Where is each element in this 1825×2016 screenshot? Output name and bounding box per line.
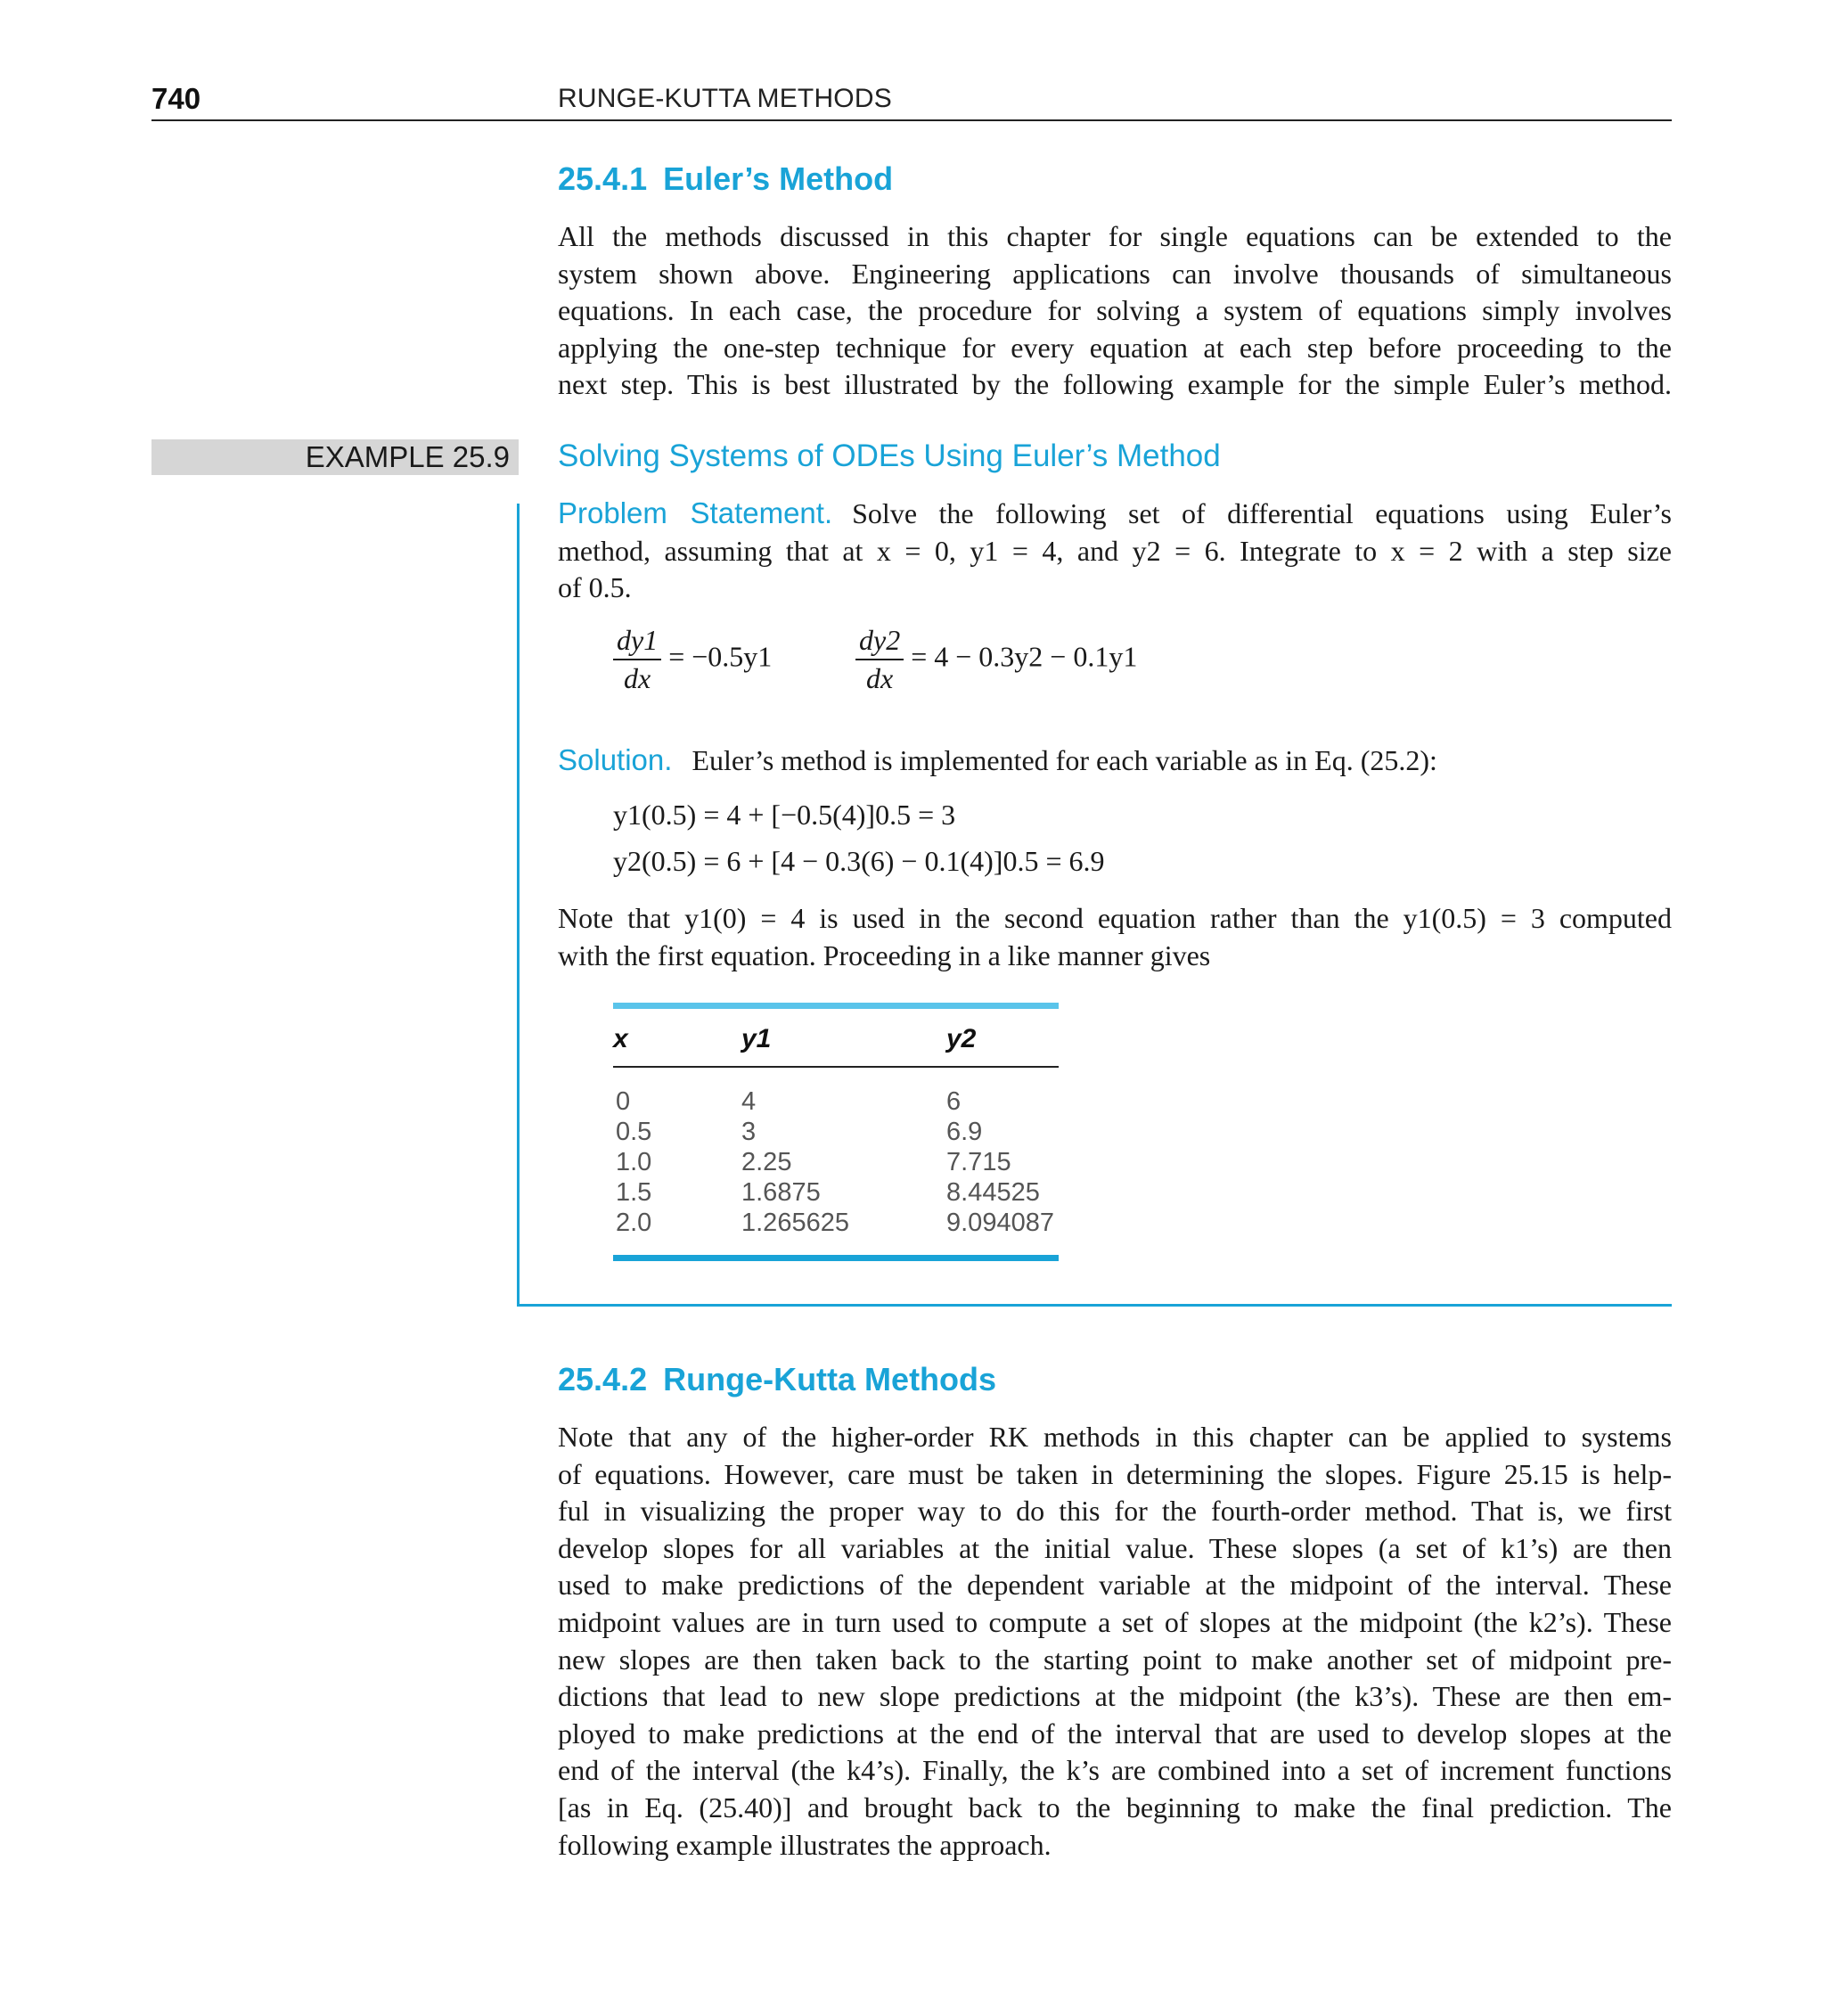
section1-paragraph [558,218,1672,404]
example-label [151,439,519,475]
section-heading-runge-kutta [558,1361,996,1398]
euler-step-y1: y1(0.5) = 4 + [−0.5(4)]0.5 = 3 [613,799,956,831]
solution-head: Solution. [558,743,673,776]
text-line: [as in Eq. (25.40)] and brought back to the beginning to make the final prediction. The [558,1791,1672,1823]
section-title: Runge-Kutta Methods [663,1361,997,1397]
table-header-rule [613,1066,1059,1068]
table-cell: 2.25 [741,1148,792,1176]
text-line: following example illustrates the approach. [558,1828,1052,1861]
text-line: applying the one-step technique for every equation at each step before proceeding to the [558,331,1672,364]
table-cell: 0.5 [616,1118,652,1146]
section2-paragraph [558,1419,1672,1864]
derivative-fraction [613,624,661,695]
section-number: 25.4.1 [558,160,648,197]
example-bottom-rule [517,1304,1672,1307]
note-paragraph [558,900,1672,974]
page-header [151,78,1672,121]
denominator: dx [624,662,651,694]
solution-text: Euler’s method is implemented for each variable as in Eq. (25.2): [692,744,1437,776]
derivative-fraction [855,624,904,695]
euler-step-y2: y2(0.5) = 6 + [4 − 0.3(6) − 0.1(4)]0.5 = 6.9 [613,845,1105,877]
problem-statement-head: Problem Statement. [558,496,833,529]
running-head: RUNGE-KUTTA METHODS [558,84,892,113]
table-cell: 1.5 [616,1178,652,1207]
text-line: Note that y1(0) = 4 is used in the second equation rather than the y1(0.5) = 3 computed [558,902,1672,934]
column-y2 [946,1086,1054,1238]
numerator: dy2 [855,624,904,660]
table-cell: 0 [616,1087,631,1116]
text-line: equations. In each case, the procedure for solving a system of equations simply involves [558,294,1672,327]
text-line: next step. This is best illustrated by the following example for the simple Euler’s method. [558,368,1672,401]
table-cell: 9.094087 [946,1209,1054,1237]
problem-statement [558,495,1672,607]
text-line: ployed to make predictions at the end of the interval that are used to develop slopes at the [558,1717,1672,1750]
text-line: of equations. However, care must be taken in determining the slopes. Figure 25.15 is help- [558,1457,1672,1490]
text-line: used to make predictions of the dependent variable at the midpoint of the interval. These [558,1569,1672,1602]
text-line [558,742,1672,780]
table-top-rule [613,1003,1059,1009]
page-number: 740 [151,82,201,115]
table-cell: 6.9 [946,1118,983,1146]
text-line: Note that any of the higher-order RK methods in this chapter can be applied to systems [558,1421,1672,1453]
ode-equation-2 [855,624,1137,695]
table-cell: 8.44525 [946,1178,1040,1207]
denominator: dx [866,662,894,694]
text-line: of 0.5. [558,571,632,604]
text-line: dictions that lead to new slope predictions at the midpoint (the k3’s). These are then em- [558,1680,1672,1713]
column-y1 [741,1086,849,1238]
table-cell: 6 [946,1087,962,1116]
text-line: develop slopes for all variables at the initial value. These slopes (a set of k1’s) are then [558,1531,1672,1564]
text-line: midpoint values are in turn used to compute a set of slopes at the midpoint (the k2’s). These [558,1605,1672,1638]
example-left-rule [517,504,520,1307]
text-line: system shown above. Engineering applications can involve thousands of simultaneous [558,257,1672,290]
example-number: EXAMPLE 25.9 [305,440,510,473]
text-line [558,495,1672,533]
table-cell: 2.0 [616,1209,652,1237]
table-cell: 1.265625 [741,1209,849,1237]
text-line: end of the interval (the k4’s). Finally, the k’s are combined into a set of increment functions [558,1754,1672,1787]
text-line: All the methods discussed in this chapter for single equations can be extended to the [558,220,1672,252]
column-header-x: x [613,1024,628,1053]
table-bottom-rule [613,1255,1059,1261]
table-cell: 4 [741,1087,757,1116]
ode-equation-1 [613,624,772,695]
column-x [616,1086,651,1238]
ode-rhs: = 4 − 0.3y2 − 0.1y1 [911,640,1138,673]
table-cell: 1.0 [616,1148,652,1176]
column-header-y1: y1 [741,1024,772,1053]
section-title: Euler’s Method [663,160,894,197]
example-title: Solving Systems of ODEs Using Euler’s Method [558,438,1221,473]
ode-rhs: = −0.5y1 [668,640,773,673]
table-cell: 7.715 [946,1148,1011,1176]
section-number: 25.4.2 [558,1361,648,1397]
text-line: method, assuming that at x = 0, y1 = 4, and y2 = 6. Integrate to x = 2 with a step size [558,534,1672,567]
table-cell: 3 [741,1118,757,1146]
results-table [613,1003,1059,1237]
text-line: ful in visualizing the proper way to do this for the fourth-order method. That is, we first [558,1495,1672,1528]
problem-line-1: Solve the following set of differential equations using Euler’s [852,497,1672,529]
text-line: with the first equation. Proceeding in a like manner gives [558,938,1211,971]
section-heading-euler [558,160,893,198]
table-cell: 1.6875 [741,1178,821,1207]
text-line: new slopes are then taken back to the starting point to make another set of midpoint pre- [558,1643,1672,1676]
numerator: dy1 [613,624,661,660]
solution-intro [558,742,1672,780]
column-header-y2: y2 [946,1024,977,1053]
